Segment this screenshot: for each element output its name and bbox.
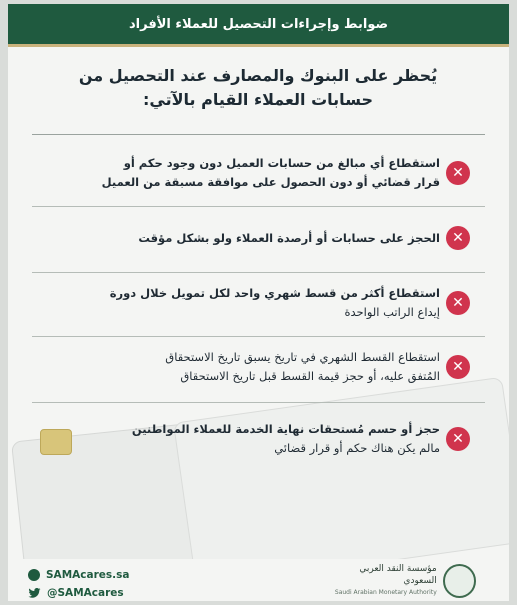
- x-mark-icon: ✕: [446, 427, 470, 451]
- infographic-frame: [8, 4, 509, 601]
- header-title: ضوابط وإجراءات التحصيل للعملاء الأفراد: [128, 16, 389, 32]
- header-accent-line: [8, 44, 509, 47]
- sama-seal-icon: [443, 564, 476, 598]
- divider: [32, 402, 485, 403]
- x-mark-icon: ✕: [446, 226, 470, 250]
- twitter-label: @SAMAcares: [47, 587, 124, 599]
- social-links: [28, 567, 168, 601]
- item-line-1: حجز أو حسم مُستحقات نهاية الخدمة للعملاء المواطنين: [131, 422, 440, 436]
- item-line-2: المُتفق عليه، أو حجز قيمة القسط قبل تاريخ الاستحقاق: [180, 369, 440, 383]
- item-line-2: إيداع الراتب الواحدة: [344, 305, 440, 319]
- x-mark-icon: ✕: [446, 291, 470, 315]
- twitter-icon: [28, 588, 41, 598]
- list-item: [28, 226, 488, 250]
- item-line-2: قرار قضائي أو دون الحصول على موافقة مسبقة من العميل: [101, 175, 440, 189]
- item-line-1: استقطاع القسط الشهري في تاريخ يسبق تاريخ الاستحقاق: [165, 350, 440, 364]
- list-item: [28, 284, 488, 322]
- item-line-1: الحجز على حسابات أو أرصدة العملاء ولو بشكل مؤقت: [138, 230, 440, 245]
- website-link[interactable]: [28, 567, 168, 583]
- sama-logo: [326, 564, 476, 598]
- list-item: [28, 154, 488, 192]
- intro-line-1: يُحظر على البنوك والمصارف عند التحصيل من: [78, 66, 438, 85]
- logo-arabic-name: مؤسسة النقد العربي السعودي: [359, 564, 437, 586]
- intro-line-2: حسابات العملاء القيام بالآتي:: [143, 90, 373, 109]
- item-line-2: مالم يكن هناك حكم أو قرار قضائي: [274, 441, 440, 455]
- bank-card-illustration: [173, 377, 509, 589]
- divider: [32, 272, 485, 273]
- divider: [32, 206, 485, 207]
- divider: [32, 134, 485, 135]
- header-banner: [8, 4, 509, 44]
- x-mark-icon: ✕: [446, 161, 470, 185]
- list-item: [28, 420, 488, 458]
- x-mark-icon: ✕: [446, 355, 470, 379]
- item-line-1: استقطاع أي مبالغ من حسابات العميل دون وجود حكم أو: [123, 156, 440, 170]
- website-label: SAMAcares.sa: [46, 569, 130, 581]
- item-line-1: استقطاع أكثر من قسط شهري واحد لكل تمويل خلال دورة: [109, 286, 440, 300]
- logo-english-name: Saudi Arabian Monetary Authority: [334, 589, 437, 596]
- divider: [32, 336, 485, 337]
- globe-icon: [28, 569, 40, 581]
- list-item: [28, 348, 488, 386]
- twitter-link[interactable]: [28, 585, 168, 601]
- intro-heading: [48, 64, 468, 112]
